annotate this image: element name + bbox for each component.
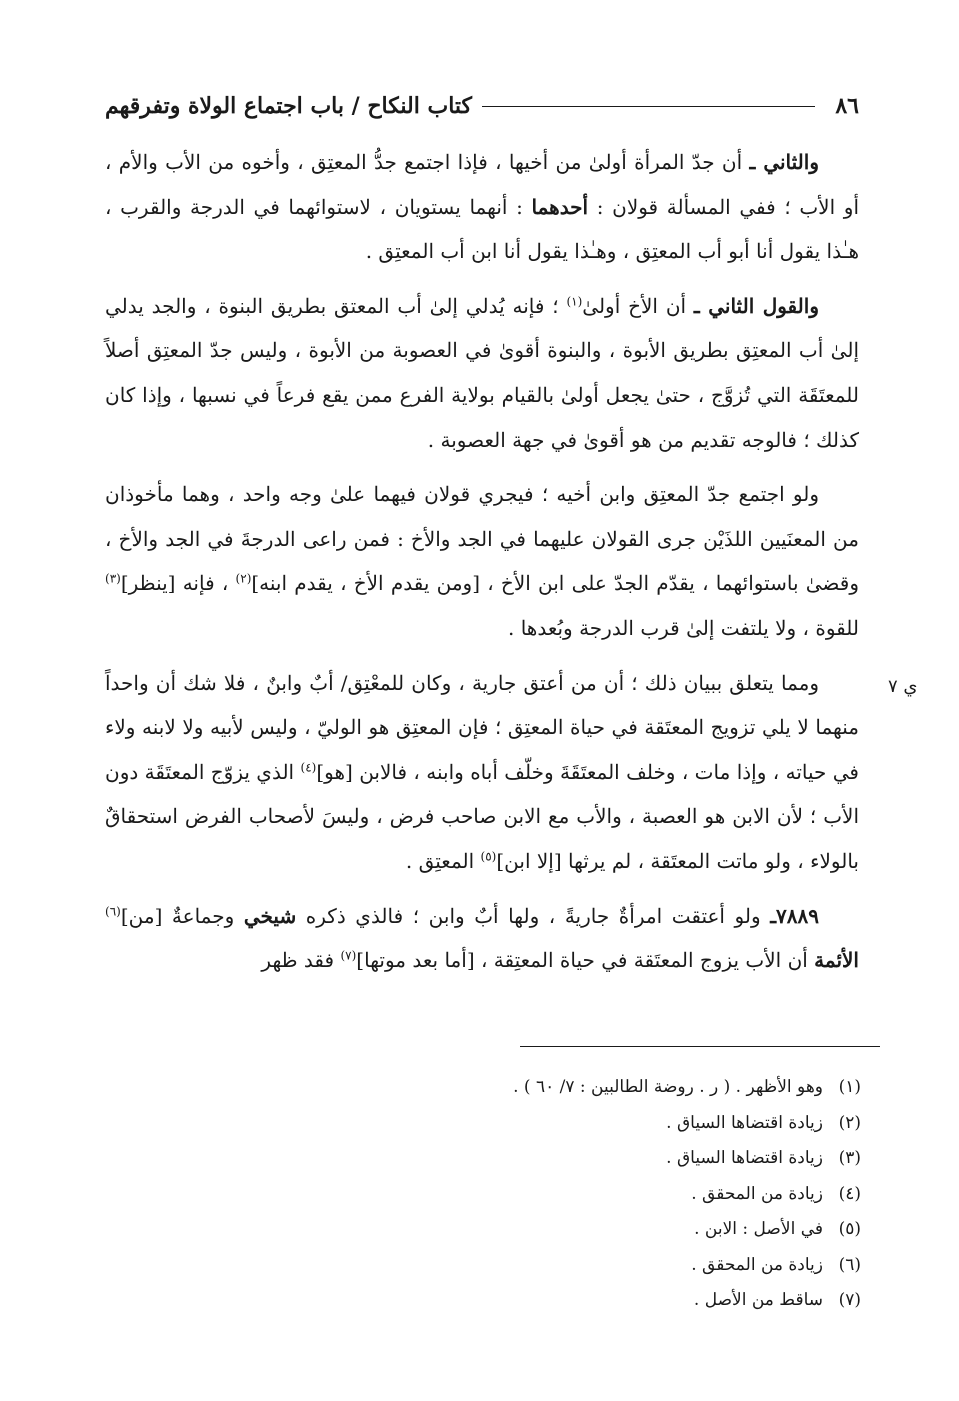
paragraph-5 [105, 894, 859, 983]
paragraph-text: فقد ظهر [261, 948, 341, 973]
paragraph-bold-term: أحدهما [531, 194, 589, 219]
paragraph-bold-term: الأئمة [814, 948, 859, 973]
footnote-item [441, 1177, 861, 1213]
footnote-ref: (٢) [235, 571, 252, 586]
paragraph-text: ومما يتعلق ببيان ذلك ؛ أن من أعتق جارية ، وكان للمعْتِق/ أبٌ وابنٌ ، فلا شك أن واحداً منهما لا يلي تزويج المعتَقة في حياة المعتِق ؛ فإن المعتِق هو الوليّ ، وليس لأبيه ولا لابنه ولاء في حياته ، وإذا مات ، وخلف المعتَقَةَ وخلّف أباه وابنه ، فالابن [هو] [105, 670, 859, 784]
footnote-ref: (٥) [480, 849, 497, 864]
paragraph-text: ولو اجتمع جدّ المعتِق وابن أخيه ؛ فيجري قولان فيهما علىٰ وجه واحد ، وهما مأخوذان من المعنَيين اللذَيْن جرى القولان عليهما في الجد والأخ : فمن راعى الدرجةَ في الجد والأخ ، وقضىٰ باستوائهما ، يقدّم الجدّ على ابن الأخ ، [ومن يقدم الأخ ، يقدم ابنه] [105, 482, 859, 596]
paragraph-1 [105, 140, 859, 274]
paragraph-text: ؛ فإنه يُدلي إلىٰ أب المعتق بطريق البنوة ، والجد يدلي إلىٰ أب المعتِق بطريق الأبوة ، والبنوة أقوىٰ في العصوبة من الأبوة ، وليس جدّ المعتِق أصلاً للمعتَقَة التي تُزوَّج ، حتىٰ يجعل أولىٰ بالقيام بولاية الفرع ممن يقع فرعاً في نسبها ، وإذا كان كذلك ؛ فالوجه تقديم من هو أقوىٰ في جهة العصوبة . [105, 293, 859, 452]
paragraph-text: ، فإنه [ينظر] [120, 571, 236, 596]
paragraph-lead: والثاني ـ [749, 150, 819, 174]
footnote-text: زيادة اقتضاها السياق . [666, 1112, 823, 1133]
footnote-ref: (٦) [105, 903, 121, 918]
footnote-ref: (١) [566, 294, 583, 309]
footnote-item [441, 1212, 861, 1248]
paragraph-number: ٧٨٨٩ـ [770, 903, 820, 928]
paragraph-text: أن الأخ أولىٰ [582, 293, 694, 318]
footnote-text: وهو الأظهر . ( ر . روضة الطالبين : ٧/ ٦٠ ) . [513, 1077, 823, 1097]
footnote-text: زيادة من المحقق . [691, 1183, 823, 1204]
paragraph-text: أن جدّ المرأة أولىٰ من أخيها ، فإذا اجتمع جدُّ المعتِق ، وأخوه من الأب والأم ، أو الأب ؛ ففي المسألة قولان : [105, 150, 859, 219]
paragraph-lead: والقول الثاني ـ [693, 293, 819, 318]
paragraph-4 [105, 661, 859, 884]
footnote-ref: (٧) [340, 948, 357, 963]
paragraph-3 [105, 472, 859, 650]
footnote-text: زيادة اقتضاها السياق . [666, 1148, 823, 1168]
paragraph-text: : أنهما يستويان ، لاستوائهما في الدرجة والقرب ، هـٰذا يقول أنا أبو أب المعتِق ، وهـٰذا يقول أنا ابن أب المعتِق . [105, 194, 859, 264]
footnote-ref: (٣) [105, 571, 121, 586]
footnote-number: (٢) [838, 1112, 861, 1133]
footnote-text: في الأصل : الابن . [694, 1219, 823, 1239]
footnote-ref: (٤) [300, 760, 317, 775]
paragraph-text: الذي يزوّج المعتَقَة دون الأب ؛ لأن الابن هو العصبة ، والأب مع الابن صاحب فرض ، وليسَ لأصحاب الفرض استحقاقٌ بالولاء ، ولو ماتت المعتَقة ، لم يرثها [إلا ابن] [105, 759, 859, 873]
footnote-number: (١) [838, 1077, 861, 1097]
paragraph-text: أن الأب يزوج المعتَقة في حياة المعتِقة ، [أما بعد موتها] [356, 948, 815, 973]
paragraph-text: المعتِق . [405, 848, 481, 873]
footnote-item [441, 1141, 861, 1177]
paragraph-text: للقوة ، ولا يلتفت إلىٰ قرب الدرجة وبُعدها . [507, 615, 859, 640]
footnote-text: ساقط من الأصل . [693, 1290, 823, 1310]
page-header [105, 88, 859, 124]
paragraph-text: ولو أعتقت امرأةٌ جاريةً ، ولها أبٌ وابن ؛ فالذي ذكره [296, 903, 771, 928]
paragraph-text: وجماعةٌ [من] [120, 903, 244, 928]
header-rule [482, 106, 815, 107]
footnote-number: (٧) [838, 1290, 861, 1310]
footnote-item [441, 1106, 861, 1142]
footnote-item [441, 1070, 861, 1106]
paragraph-2 [105, 284, 859, 462]
footnote-text: زيادة من المحقق . [691, 1254, 823, 1275]
main-text [105, 140, 859, 983]
footnotes [441, 1070, 861, 1319]
paragraph-bold-term: شيخي [243, 903, 297, 928]
footnote-item [441, 1248, 861, 1284]
footnote-number: (٦) [838, 1254, 861, 1275]
footnote-separator [520, 1046, 880, 1047]
running-title: كتاب النكاح / باب اجتماع الولاة وتفرقهم [105, 93, 473, 119]
margin-folio-note: ي ٧ [888, 676, 918, 697]
footnote-item [441, 1283, 861, 1319]
footnote-number: (٥) [838, 1219, 861, 1239]
footnote-number: (٤) [838, 1183, 861, 1204]
page-number: ٨٦ [835, 93, 859, 119]
footnote-number: (٣) [838, 1148, 861, 1168]
